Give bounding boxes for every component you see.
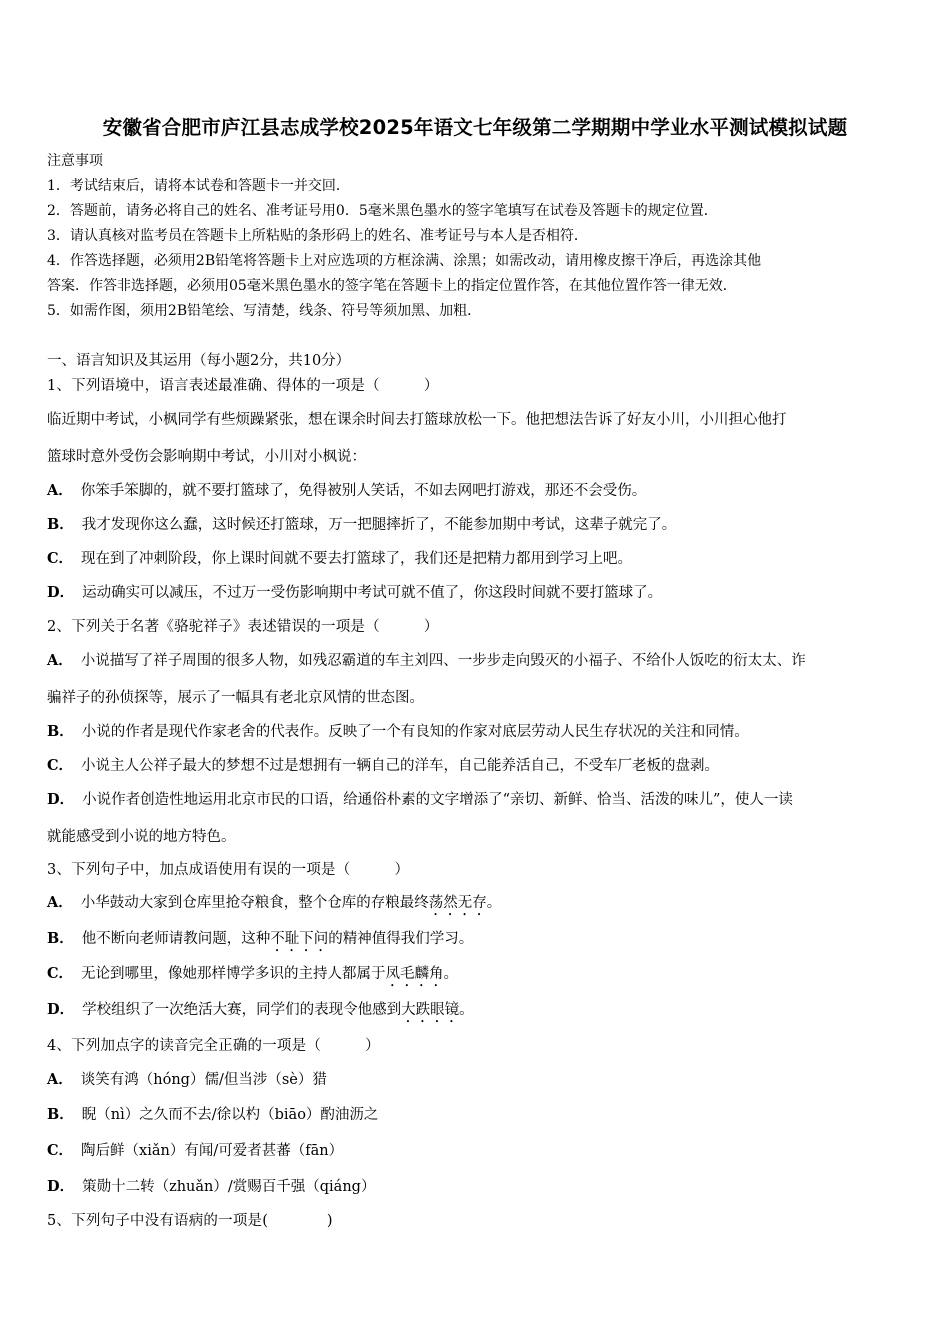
- section-heading: 一、语言知识及其运用（每小题2分，共10分）: [47, 353, 351, 369]
- question-2-option-c: [47, 756, 917, 776]
- option-label: C．: [47, 757, 74, 774]
- option-label: B．: [47, 1106, 74, 1123]
- question-4-stem: 4、下列加点字的读音完全正确的一项是（ ）: [47, 1038, 380, 1054]
- question-1-option-c: [47, 549, 917, 569]
- option-text: 。: [443, 966, 459, 982]
- option-label: A．: [47, 652, 73, 669]
- notice-item: 答案．作答非选择题，必须用05毫米黑色墨水的签字笔在答题卡上的指定位置作答，在其他位置作答一律无效．: [47, 278, 737, 294]
- question-3-option-d: [47, 1000, 917, 1026]
- notice-item: 5．如需作图，须用2B铅笔绘、写清楚，线条、符号等须加黑、加粗．: [47, 303, 482, 319]
- option-label: B．: [47, 723, 74, 740]
- notice-item: 4．作答选择题，必须用2B铅笔将答题卡上对应选项的方框涂满、涂黑；如需改动，请用橡皮擦干净后，再选涂其他: [47, 253, 762, 269]
- option-text: 小说的作者是现代作家老舍的代表作。反映了一个有良知的作家对底层劳动人民生存状况的关注和同情。: [81, 724, 749, 740]
- option-text: 小华鼓动大家到仓库里抢夺粮食，整个仓库的存粮最终: [80, 895, 429, 911]
- question-2-option-d-cont: 就能感受到小说的地方特色。: [47, 829, 236, 845]
- question-5-stem: 5、下列句子中没有语病的一项是( ): [47, 1213, 333, 1229]
- option-text: 。: [486, 895, 502, 911]
- question-4-option-b: [47, 1105, 917, 1125]
- option-label: B．: [47, 930, 74, 947]
- question-1-stem: 1、下列语境中，语言表述最准确、得体的一项是（ ）: [47, 378, 439, 394]
- question-1-context: 临近期中考试，小枫同学有些烦躁紧张，想在课余时间去打篮球放松一下。他把想法告诉了好友小川，小川担心他打: [47, 412, 787, 428]
- option-text: 无论到哪里，像她那样博学多识的主持人都属于: [81, 966, 386, 982]
- question-3-option-b: [47, 929, 917, 955]
- notice-item: 1．考试结束后，请将本试卷和答题卡一并交回．: [47, 178, 350, 194]
- option-label: C．: [47, 550, 74, 567]
- option-text: 。: [459, 1002, 474, 1018]
- option-label: C．: [47, 965, 74, 982]
- option-label: B．: [47, 516, 74, 533]
- question-1-option-a: [47, 481, 917, 501]
- option-text: 陶后鲜（xiǎn）有闻/可爱者甚蕃（fān）: [81, 1143, 344, 1159]
- dotted-idiom: 荡然无存: [428, 895, 487, 911]
- question-2-option-a: [47, 651, 917, 671]
- question-3-option-c: [47, 964, 917, 990]
- question-4-option-d: [47, 1177, 917, 1197]
- option-text: 策勋十二转（zhuǎn）/赏赐百千强（qiáng）: [82, 1179, 376, 1195]
- option-label: A．: [47, 894, 73, 911]
- question-3-option-a: [47, 893, 917, 919]
- option-text: 小说主人公祥子最大的梦想不过是想拥有一辆自己的洋车，自己能养活自己，不受车厂老板的盘剥。: [81, 758, 720, 774]
- option-label: C．: [47, 1142, 74, 1159]
- option-label: D．: [47, 584, 75, 601]
- option-text: 运动确实可以减压，不过万一受伤影响期中考试可就不值了，你这段时间就不要打篮球了。: [82, 585, 663, 601]
- question-4-option-a: [47, 1070, 917, 1090]
- option-text: 我才发现你这么蠢，这时候还打篮球，万一把腿摔折了，不能参加期中考试，这辈子就完了。: [81, 517, 677, 533]
- question-2-option-a-cont: 骗祥子的孙侦探等，展示了一幅具有老北京风情的世态图。: [47, 690, 424, 706]
- option-text: 谈笑有鸿（hóng）儒/但当涉（sè）猎: [80, 1072, 327, 1088]
- option-text: 你笨手笨脚的，就不要打篮球了，免得被别人笑话，不如去网吧打游戏，那还不会受伤。: [80, 483, 647, 499]
- option-text: 小说描写了祥子周围的很多人物，如残忍霸道的车主刘四、一步步走向毁灭的小福子、不给仆人饭吃的衍太太、诈: [80, 653, 806, 669]
- option-text: 现在到了冲刺阶段，你上课时间就不要去打篮球了，我们还是把精力都用到学习上吧。: [81, 551, 633, 567]
- option-label: D．: [47, 1001, 75, 1018]
- option-label: D．: [47, 1178, 75, 1195]
- option-text: 小说作者创造性地运用北京市民的口语，给通俗朴素的文字增添了“亲切、新鲜、恰当、活泼的味儿”，使人一读: [82, 792, 793, 808]
- dotted-idiom: 不耻下问: [270, 931, 329, 947]
- option-text: 学校组织了一次绝活大赛，同学们的表现令他感到: [82, 1002, 402, 1018]
- question-2-option-b: [47, 722, 917, 742]
- option-text: 睨（nì）之久而不去/徐以杓（biāo）酌油沥之: [81, 1107, 379, 1123]
- question-1-context: 篮球时意外受伤会影响期中考试，小川对小枫说：: [47, 449, 366, 465]
- page-title: 安徽省合肥市庐江县志成学校2025年语文七年级第二学期期中学业水平测试模拟试题: [102, 116, 848, 139]
- option-text: 他不断向老师请教问题，这种: [81, 931, 271, 947]
- notice-heading: 注意事项: [47, 153, 103, 169]
- dotted-idiom: 凤毛麟角: [385, 966, 444, 982]
- notice-item: 3．请认真核对监考员在答题卡上所粘贴的条形码上的姓名、准考证号与本人是否相符．: [47, 228, 588, 244]
- dotted-idiom: 大跌眼镜: [401, 1002, 460, 1018]
- option-text: 的精神值得我们学习。: [328, 931, 474, 947]
- question-3-stem: 3、下列句子中，加点成语使用有误的一项是（ ）: [47, 862, 410, 878]
- option-label: D．: [47, 791, 75, 808]
- question-1-option-d: [47, 583, 917, 603]
- option-label: A．: [47, 482, 73, 499]
- option-label: A．: [47, 1071, 73, 1088]
- question-2-stem: 2、下列关于名著《骆驼祥子》表述错误的一项是（ ）: [47, 619, 439, 635]
- question-1-option-b: [47, 515, 917, 535]
- question-4-option-c: [47, 1141, 917, 1161]
- notice-item: 2．答题前，请务必将自己的姓名、准考证号用0．5毫米黑色墨水的签字笔填写在试卷及答题卡的规定位置．: [47, 203, 718, 219]
- question-2-option-d: [47, 790, 917, 810]
